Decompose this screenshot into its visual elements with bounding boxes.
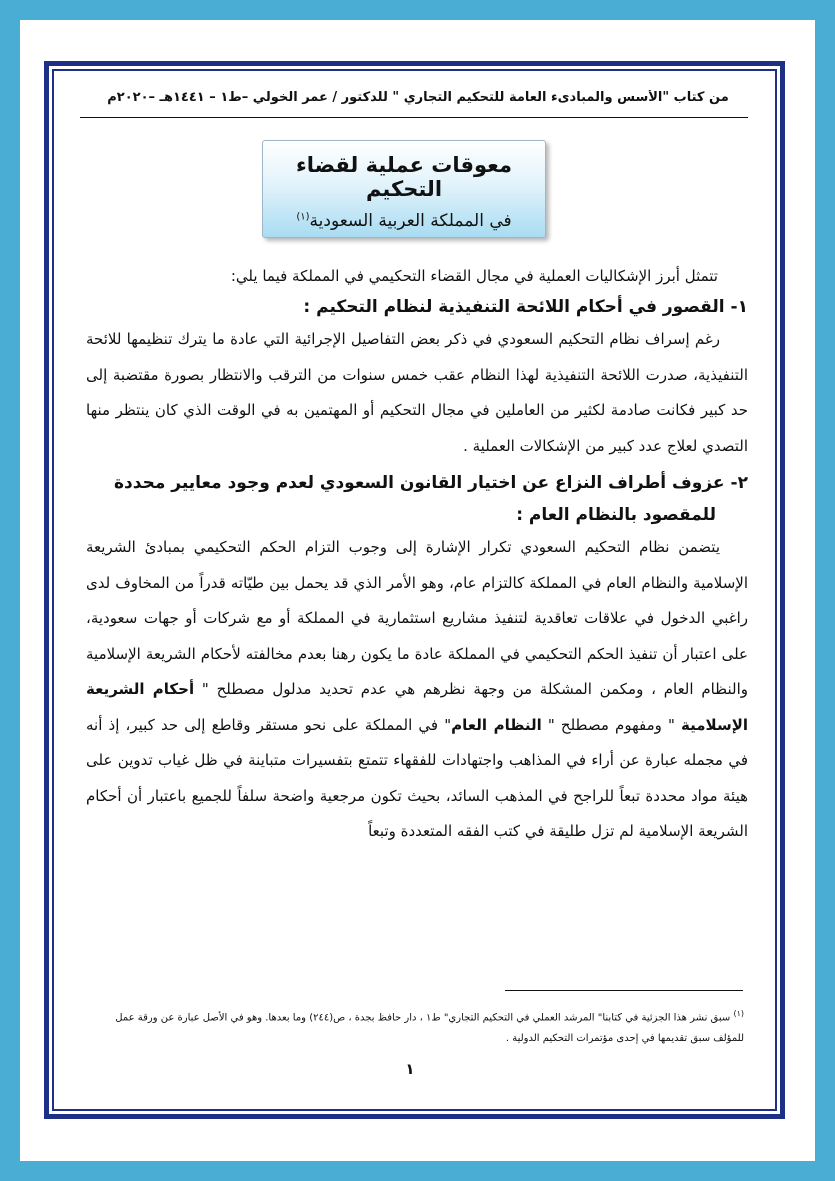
- section-2-text-b: " ومفهوم مصطلح ": [541, 715, 682, 734]
- footnote-reference[interactable]: (١): [296, 211, 310, 223]
- page-subtitle-text: في المملكة العربية السعودية: [309, 211, 512, 231]
- section-2-text-a: يتضمن نظام التحكيم السعودي تكرار الإشارة إلى وجوب التزام الحكم التحكيمي بمبادئ الشريعة الإسلامية والنظام العام في المملكة كالتزام عام، وهو الأمر الذي قد يحمل بين طيّاته قدراً من المخاوف لدى راغبي الدخول في علاقات تعاقدية لتنفيذ مشاريع استثمارية في المملكة أو مع شركات أو جهات سعودية، على اعتبار أن تنفيذ الحكم التحكيمي في المملكة عادة ما يكون رهنا بعدم مخالفته لأحكام الشريعة الإسلامية والنظام العام ، ومكمن المشكلة من وجهة نظرهم هي عدم تحديد مدلول مصطلح ": [86, 538, 748, 698]
- section-2-heading: [86, 470, 748, 496]
- footnote-text: سبق نشر هذا الجزئية في كتابنا" المرشد العملي في التحكيم التجاري" ط١ ، دار حافظ بجدة ، ص(٢٤٤) وما بعدها. وهو في الأصل عبارة عن ورقة عمل للمؤلف سبق تقديمها في إحدى مؤتمرات التحكيم الدولية .: [115, 1012, 744, 1045]
- section-2-text-c: " في المملكة على نحو مستقر وقاطع إلى حد كبير، إذ أنه في مجمله عبارة عن أراء في المذاهب واجتهادات للفقهاء تتمتع بتفسيرات متباينة في ظل غياب تدوين على هيئة مواد محددة تبعاً للراجح في المذهب السائد، بحيث تكون مرجعية واضحة سلفاً للجميع باعتبار أن أحكام الشريعة الإسلامية لم تزل طليقة في كتب الفقه المتعددة وتبعاً: [86, 715, 748, 840]
- page-number: ١: [405, 1060, 415, 1078]
- section-2-title: عزوف أطراف النزاع عن اختيار القانون السعودي لعدم وجود معايير محددة: [113, 473, 725, 493]
- intro-paragraph: تتمثل أبرز الإشكاليات العملية في مجال القضاء التحكيمي في المملكة فيما يلي:: [230, 267, 718, 285]
- term-sharia-rulings: أحكام الشريعة الإسلامية: [86, 680, 749, 734]
- section-2-heading-continued: للمقصود بالنظام العام :: [516, 505, 716, 525]
- section-1-number: ١-: [730, 297, 748, 317]
- page-subtitle: [263, 211, 545, 231]
- term-public-order: النظام العام: [451, 715, 542, 734]
- footnote-marker: (١): [733, 1009, 744, 1018]
- header-divider: [80, 117, 748, 118]
- running-header: من كتاب "الأسس والمبادىء العامة للتحكيم التجاري " للدكتور / عمر الخولي –ط١ – ١٤٤١هـ –٢٠٢٠م: [107, 90, 729, 105]
- document-body: [86, 264, 748, 850]
- page-title: معوقات عملية لقضاء التحكيم: [296, 153, 512, 201]
- section-2-number: ٢-: [730, 473, 748, 493]
- section-1-title: القصور في أحكام اللائحة التنفيذية لنظام التحكيم :: [303, 297, 725, 317]
- section-1-heading: [86, 294, 748, 320]
- section-2-paragraph: [86, 530, 748, 850]
- footnote-divider: [505, 990, 743, 991]
- section-1-paragraph: رغم إسراف نظام التحكيم السعودي في ذكر بعض التفاصيل الإجرائية التي عادة ما يترك تنظيمها للائحة التنفيذية، صدرت اللائحة التنفيذية لهذا النظام عقب خمس سنوات من الترقب والانتظار بصورة مقتضبة إلى حد كبير فكانت صادمة لكثير من العاملين في مجال التحكيم أو المهتمين به في الوقت الذي كان ينتظر منها التصدي لعلاج عدد كبير من الإشكالات العملية .: [86, 330, 748, 455]
- title-box: [262, 140, 546, 238]
- footnote: [88, 1003, 744, 1049]
